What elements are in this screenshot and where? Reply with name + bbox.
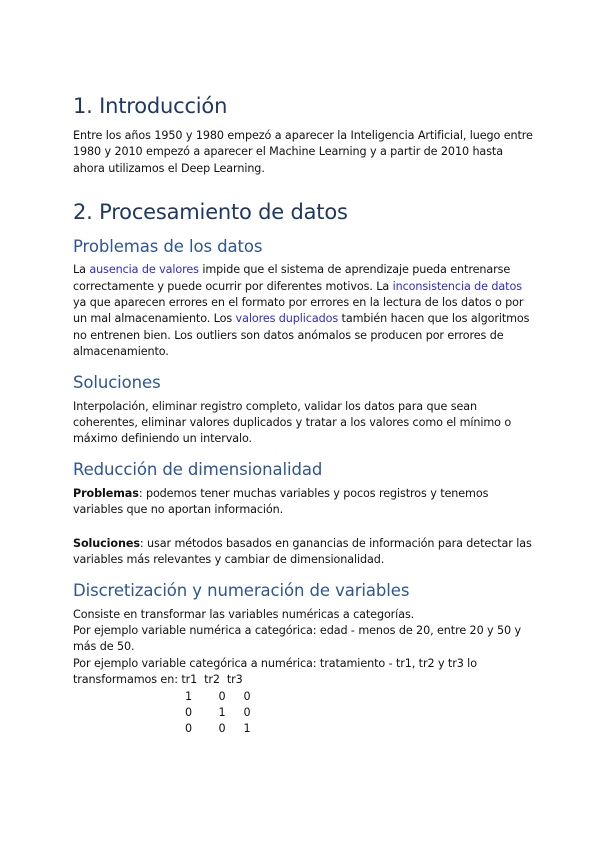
link-ausencia-valores[interactable]: ausencia de valores: [89, 263, 199, 277]
dimred-problems-text: : podemos tener muchas variables y pocos registros y tenemos variables que no aportan información.: [73, 486, 489, 517]
onehot-header-tr2: tr2: [204, 673, 220, 687]
paragraph-gap: [73, 519, 533, 536]
table-row: [185, 705, 259, 721]
table-cell: 0: [218, 721, 226, 735]
problems-text-3: ya que aparecen errores en el formato por errores en la lectura de los datos o por un mal almacenamiento. Los: [73, 296, 524, 326]
table-cell: 0: [185, 721, 193, 735]
heading-soluciones: Soluciones: [73, 372, 161, 392]
problems-text-1: La: [73, 263, 90, 277]
table-row: [185, 689, 259, 705]
dimred-solutions-text: : usar métodos basados en ganancias de información para detectar las variables más relevantes y cambiar de dimensionalidad.: [73, 536, 532, 567]
problems-paragraph: [73, 262, 533, 360]
problems-text-2: impide que el sistema de aprendizaje pueda entrenarse correctamente y puede ocurrir por diferentes motivos. La: [73, 263, 511, 293]
problems-text-4: también hacen que los algoritmos no entrenen bien. Los outliers son datos anómalos se producen por errores de almacenamiento.: [73, 312, 530, 359]
document-content: [73, 92, 533, 737]
discretization-line-2: Por ejemplo variable numérica a categórica: edad - menos de 20, entre 20 y 50 y más de 50.: [73, 623, 522, 654]
discretization-line-4: [73, 672, 533, 688]
heading-procesamiento: 2. Procesamiento de datos: [73, 200, 348, 225]
onehot-table: [185, 689, 259, 737]
onehot-header-tr1: tr1: [181, 673, 198, 687]
dimred-solutions-label: Soluciones: [73, 536, 140, 550]
table-row: [185, 721, 259, 737]
dimred-problems-label: Problemas: [73, 486, 139, 500]
table-cell: 0: [243, 689, 251, 703]
intro-paragraph: Entre los años 1950 y 1980 empezó a aparecer la Inteligencia Artificial, luego entre 1980 y 2010 empezó a aparecer el Machine Learning y a partir de 2010 hasta ahora utilizamos el Deep Learning.: [73, 129, 533, 175]
heading-introduccion: 1. Introducción: [73, 94, 228, 118]
dimred-solutions-paragraph: [73, 536, 533, 569]
discretization-line-3: Por ejemplo variable categórica a numérica: tratamiento - tr1, tr2 y tr3 lo: [73, 656, 477, 670]
heading-problemas-datos: Problemas de los datos: [73, 237, 263, 257]
table-cell: 0: [243, 705, 251, 719]
heading-discretizacion: Discretización y numeración de variables: [73, 580, 410, 600]
table-cell: 0: [185, 705, 193, 719]
discretization-line-1: Consiste en transformar las variables numéricas a categorías.: [73, 607, 415, 621]
link-valores-duplicados[interactable]: valores duplicados: [235, 312, 339, 326]
solutions-paragraph: Interpolación, eliminar registro completo, validar los datos para que sean coherentes, eliminar valores duplicados y tratar a los valores como el mínimo o máximo definiendo un intervalo.: [73, 399, 512, 446]
onehot-header-tr3: tr3: [226, 673, 243, 687]
link-inconsistencia-datos[interactable]: inconsistencia de datos: [392, 279, 522, 293]
table-cell: 0: [218, 689, 226, 703]
heading-reduccion-dimensionalidad: Reducción de dimensionalidad: [73, 459, 323, 479]
table-cell: 1: [185, 689, 193, 703]
table-cell: 1: [218, 705, 226, 719]
discretization-prefix: transformamos en:: [73, 673, 178, 687]
dimred-problems-paragraph: [73, 486, 533, 519]
table-cell: 1: [243, 721, 251, 735]
